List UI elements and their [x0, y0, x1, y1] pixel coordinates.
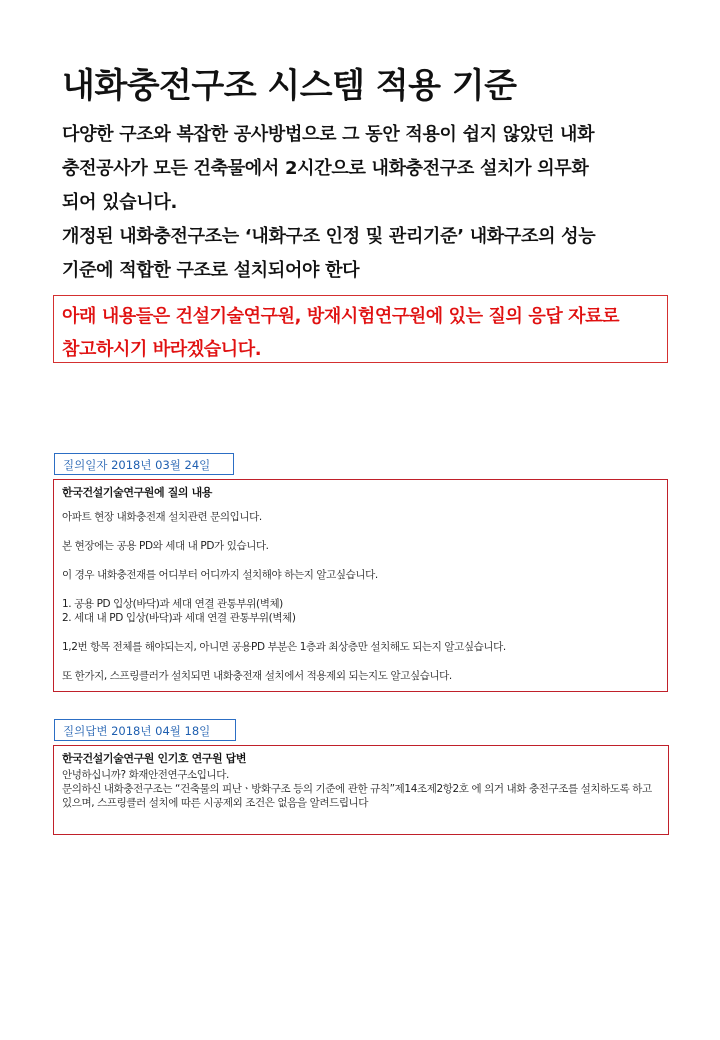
spacer [62, 582, 659, 597]
intro-line: 개정된 내화충전구조는 ‘내화구조 인정 및 관리기준’ 내화구조의 성능 [62, 226, 596, 247]
answer-date-tab: 질의답변 2018년 04월 18일 [54, 719, 236, 741]
spacer [62, 524, 659, 539]
intro-text [62, 118, 662, 288]
notice-line: 아래 내용들은 건설기술연구원, 방재시험연구원에 있는 질의 응답 자료로 [62, 306, 620, 327]
answer-line: 문의하신 내화충전구조는 “건축물의 피난ㆍ방화구조 등의 기준에 관한 규칙”제14조제2항2호 에 의거 내화 충전구조를 설치하도록 하고 있으며, 스프링클러 설치에 따른 시공제외 조건은 없음을 알려드립니다 [62, 783, 652, 809]
question-line: 이 경우 내화충전재를 어디부터 어디까지 설치해야 하는지 알고싶습니다. [62, 569, 378, 581]
question-box [53, 479, 668, 692]
answer-title: 한국건설기술연구원 인기호 연구원 답변 [62, 752, 247, 765]
spacer [62, 654, 659, 669]
question-title: 한국건설기술연구원에 질의 내용 [62, 486, 213, 499]
question-date-tab: 질의일자 2018년 03월 24일 [54, 453, 234, 475]
question-line: 또 한가지, 스프링클러가 설치되면 내화충전재 설치에서 적용제외 되는지도 알고싶습니다. [62, 670, 452, 682]
notice-line: 참고하시기 바라겠습니다. [62, 339, 262, 360]
intro-line: 되어 있습니다. [62, 192, 178, 213]
spacer [62, 625, 659, 640]
page-title: 내화충전구조 시스템 적용 기준 [62, 66, 517, 106]
notice-box [53, 295, 668, 363]
answer-box [53, 745, 669, 835]
question-line: 아파트 현장 내화충전재 설치관련 문의입니다. [62, 511, 262, 523]
question-line: 1. 공용 PD 입상(바닥)과 세대 연결 관통부위(벽체) [62, 598, 283, 610]
intro-line: 충전공사가 모든 건축물에서 2시간으로 내화충전구조 설치가 의무화 [62, 158, 589, 179]
question-line: 1,2번 항목 전체를 해야되는지, 아니면 공용PD 부분은 1층과 최상층만 설치해도 되는지 알고싶습니다. [62, 641, 506, 653]
intro-line: 다양한 구조와 복잡한 공사방법으로 그 동안 적용이 쉽지 않았던 내화 [62, 124, 595, 145]
answer-line: 안녕하십니까? 화재안전연구소입니다. [62, 769, 229, 781]
question-line: 2. 세대 내 PD 입상(바닥)과 세대 연결 관통부위(벽체) [62, 612, 296, 624]
intro-line: 기준에 적합한 구조로 설치되어야 한다 [62, 260, 360, 281]
question-line: 본 현장에는 공용 PD와 세대 내 PD가 있습니다. [62, 540, 269, 552]
spacer [62, 553, 659, 568]
